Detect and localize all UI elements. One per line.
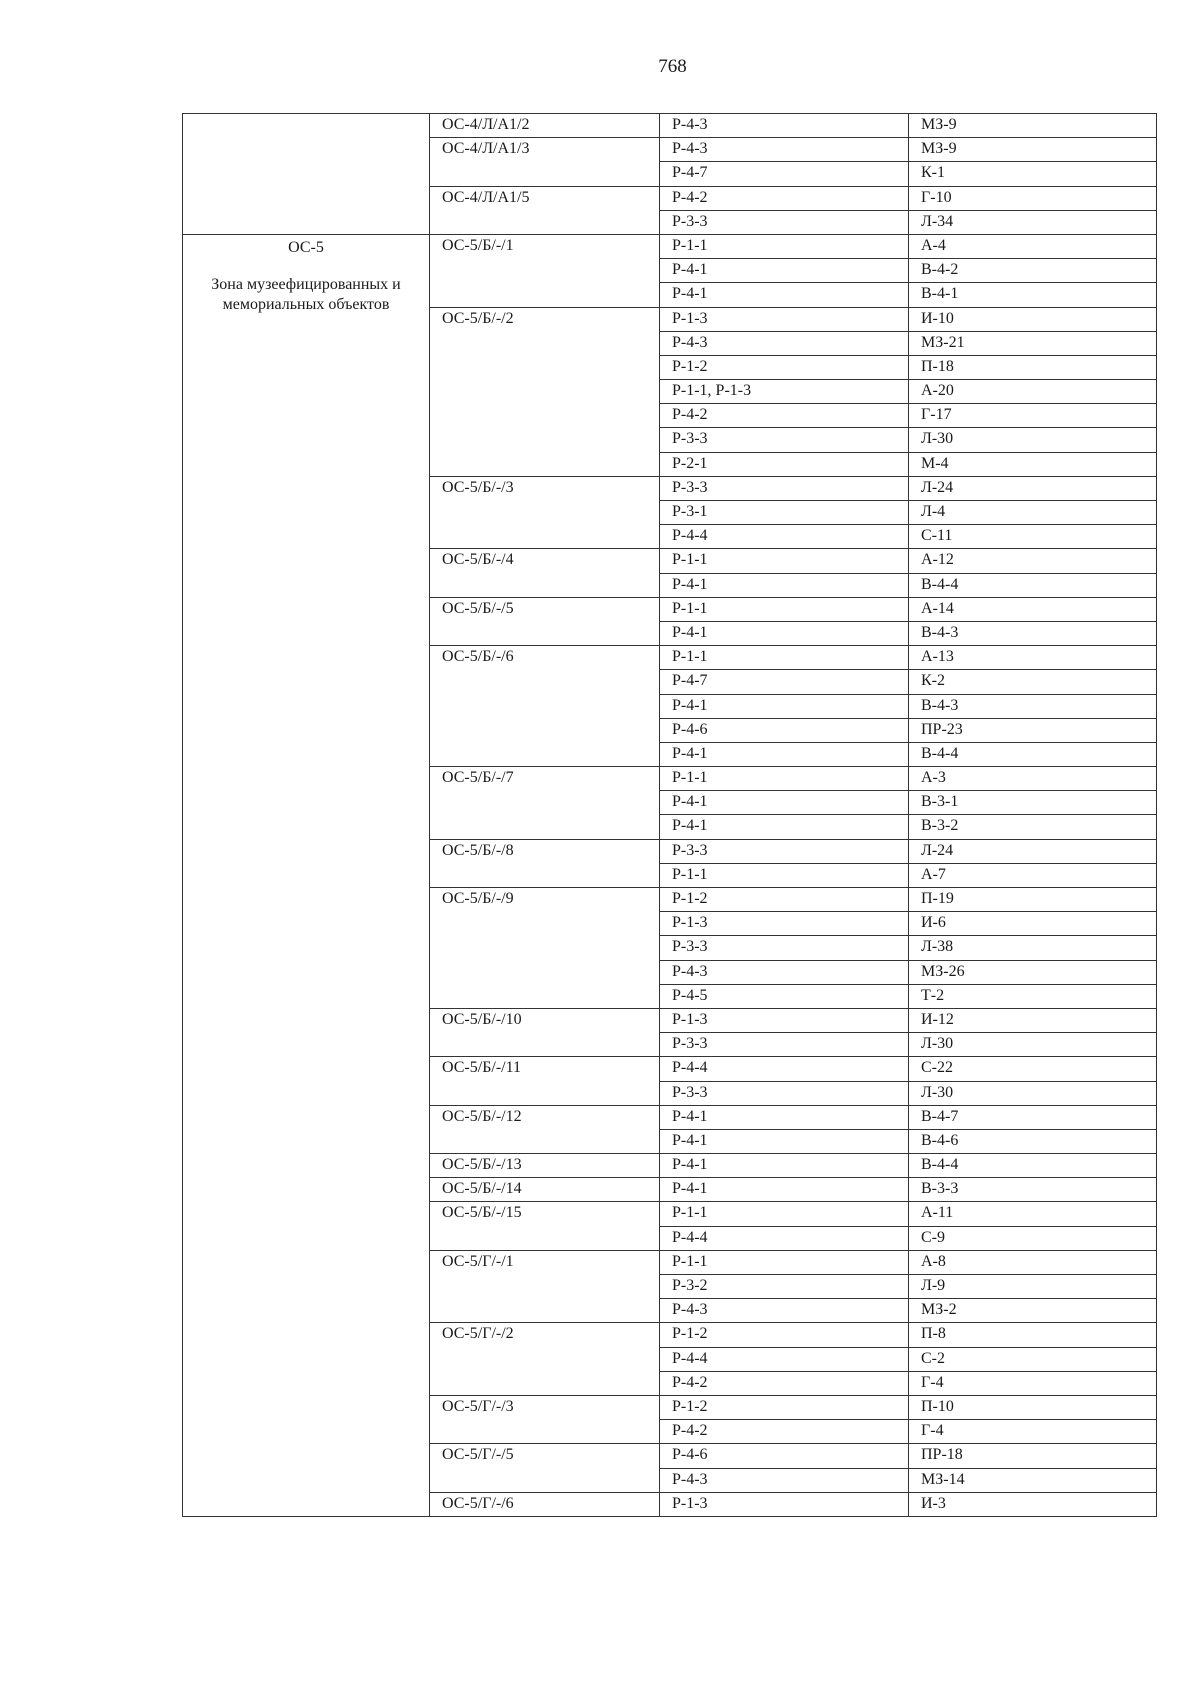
regulation-code-cell: Р-1-1: [660, 767, 909, 791]
regulation-code-cell: Р-3-1: [660, 501, 909, 525]
regulation-code-cell: Р-3-3: [660, 1081, 909, 1105]
regulation-code-cell: Р-4-1: [660, 621, 909, 645]
regulation-code-cell: Р-4-1: [660, 1178, 909, 1202]
subzone-code-cell: ОС-5/Б/-/2: [430, 307, 660, 476]
subzone-code-cell: ОС-5/Б/-/5: [430, 597, 660, 645]
zone-cell: [183, 234, 430, 1516]
regulation-code-cell: Р-1-2: [660, 355, 909, 379]
object-code-cell: В-4-4: [909, 742, 1157, 766]
subzone-code-cell: ОС-4/Л/А1/3: [430, 138, 660, 186]
regulation-code-cell: Р-4-1: [660, 694, 909, 718]
regulation-code-cell: Р-3-3: [660, 428, 909, 452]
object-code-cell: К-1: [909, 162, 1157, 186]
object-code-cell: И-10: [909, 307, 1157, 331]
object-code-cell: В-4-3: [909, 694, 1157, 718]
object-code-cell: А-4: [909, 234, 1157, 258]
object-code-cell: МЗ-9: [909, 114, 1157, 138]
object-code-cell: К-2: [909, 670, 1157, 694]
regulation-code-cell: Р-4-1: [660, 283, 909, 307]
object-code-cell: Л-24: [909, 476, 1157, 500]
regulation-code-cell: Р-3-3: [660, 936, 909, 960]
object-code-cell: В-3-1: [909, 791, 1157, 815]
object-code-cell: Г-4: [909, 1420, 1157, 1444]
subzone-code-cell: ОС-5/Б/-/9: [430, 888, 660, 1009]
object-code-cell: В-4-6: [909, 1129, 1157, 1153]
regulation-code-cell: Р-1-1: [660, 597, 909, 621]
regulation-code-cell: Р-1-1: [660, 1202, 909, 1226]
object-code-cell: М-4: [909, 452, 1157, 476]
regulation-code-cell: Р-1-1: [660, 863, 909, 887]
object-code-cell: В-4-2: [909, 259, 1157, 283]
object-code-cell: МЗ-2: [909, 1299, 1157, 1323]
object-code-cell: Л-4: [909, 501, 1157, 525]
regulation-code-cell: Р-4-1: [660, 259, 909, 283]
regulation-code-cell: Р-1-1: [660, 1250, 909, 1274]
subzone-code-cell: ОС-5/Б/-/6: [430, 646, 660, 767]
regulation-code-cell: Р-4-4: [660, 1226, 909, 1250]
table-row: [183, 234, 1157, 258]
object-code-cell: А-11: [909, 1202, 1157, 1226]
regulation-code-cell: Р-3-3: [660, 839, 909, 863]
regulation-code-cell: Р-1-3: [660, 912, 909, 936]
subzone-code-cell: ОС-4/Л/А1/2: [430, 114, 660, 138]
object-code-cell: Л-9: [909, 1275, 1157, 1299]
regulation-code-cell: Р-1-2: [660, 888, 909, 912]
object-code-cell: А-3: [909, 767, 1157, 791]
subzone-code-cell: ОС-5/Б/-/3: [430, 476, 660, 549]
object-code-cell: П-8: [909, 1323, 1157, 1347]
object-code-cell: А-20: [909, 380, 1157, 404]
regulation-code-cell: Р-4-3: [660, 331, 909, 355]
subzone-code-cell: ОС-5/Г/-/2: [430, 1323, 660, 1396]
subzone-code-cell: ОС-5/Б/-/10: [430, 1008, 660, 1056]
object-code-cell: ПР-23: [909, 718, 1157, 742]
object-code-cell: В-4-7: [909, 1105, 1157, 1129]
zone-title: Зона музеефицированных и мемориальных объектов: [211, 275, 401, 313]
object-code-cell: П-19: [909, 888, 1157, 912]
object-code-cell: В-3-2: [909, 815, 1157, 839]
object-code-cell: МЗ-14: [909, 1468, 1157, 1492]
regulation-code-cell: Р-1-1: [660, 549, 909, 573]
subzone-code-cell: ОС-5/Б/-/4: [430, 549, 660, 597]
regulation-code-cell: Р-4-5: [660, 984, 909, 1008]
object-code-cell: Л-30: [909, 1081, 1157, 1105]
page-number: 768: [658, 56, 687, 77]
regulation-code-cell: Р-4-6: [660, 1444, 909, 1468]
object-code-cell: В-4-4: [909, 1154, 1157, 1178]
object-code-cell: А-8: [909, 1250, 1157, 1274]
object-code-cell: В-4-4: [909, 573, 1157, 597]
object-code-cell: П-18: [909, 355, 1157, 379]
regulation-code-cell: Р-4-1: [660, 573, 909, 597]
object-code-cell: МЗ-26: [909, 960, 1157, 984]
object-code-cell: А-14: [909, 597, 1157, 621]
subzone-code-cell: ОС-4/Л/А1/5: [430, 186, 660, 234]
object-code-cell: И-12: [909, 1008, 1157, 1032]
object-code-cell: С-2: [909, 1347, 1157, 1371]
object-code-cell: А-12: [909, 549, 1157, 573]
regulation-code-cell: Р-1-2: [660, 1323, 909, 1347]
regulation-code-cell: Р-3-3: [660, 1033, 909, 1057]
zone-cell-previous: [183, 114, 430, 235]
regulation-code-cell: Р-4-1: [660, 1129, 909, 1153]
regulation-code-cell: Р-4-1: [660, 742, 909, 766]
table-row: [183, 114, 1157, 138]
regulation-code-cell: Р-4-3: [660, 114, 909, 138]
regulation-code-cell: Р-2-1: [660, 452, 909, 476]
regulation-code-cell: Р-4-3: [660, 1468, 909, 1492]
regulation-code-cell: Р-3-3: [660, 210, 909, 234]
object-code-cell: МЗ-21: [909, 331, 1157, 355]
object-code-cell: ПР-18: [909, 1444, 1157, 1468]
regulation-code-cell: Р-4-2: [660, 186, 909, 210]
subzone-code-cell: ОС-5/Б/-/14: [430, 1178, 660, 1202]
subzone-code-cell: ОС-5/Г/-/5: [430, 1444, 660, 1492]
object-code-cell: Л-34: [909, 210, 1157, 234]
subzone-code-cell: ОС-5/Г/-/6: [430, 1492, 660, 1516]
regulation-code-cell: Р-1-2: [660, 1395, 909, 1419]
subzone-code-cell: ОС-5/Б/-/8: [430, 839, 660, 887]
regulation-code-cell: Р-4-7: [660, 670, 909, 694]
regulation-code-cell: Р-4-1: [660, 791, 909, 815]
subzone-code-cell: ОС-5/Б/-/15: [430, 1202, 660, 1250]
subzone-code-cell: ОС-5/Г/-/3: [430, 1395, 660, 1443]
subzone-code-cell: ОС-5/Б/-/12: [430, 1105, 660, 1153]
regulation-code-cell: Р-4-1: [660, 1154, 909, 1178]
regulation-code-cell: Р-4-7: [660, 162, 909, 186]
object-code-cell: В-4-3: [909, 621, 1157, 645]
table-body: [183, 114, 1157, 1517]
regulation-code-cell: Р-4-3: [660, 960, 909, 984]
regulation-code-cell: Р-4-1: [660, 815, 909, 839]
object-code-cell: В-3-3: [909, 1178, 1157, 1202]
object-code-cell: С-11: [909, 525, 1157, 549]
regulation-code-cell: Р-1-3: [660, 1008, 909, 1032]
zoning-table: [182, 113, 1157, 1517]
subzone-code-cell: ОС-5/Б/-/1: [430, 234, 660, 307]
regulation-code-cell: Р-4-3: [660, 138, 909, 162]
object-code-cell: Г-10: [909, 186, 1157, 210]
regulation-code-cell: Р-4-1: [660, 1105, 909, 1129]
regulation-code-cell: Р-1-1, Р-1-3: [660, 380, 909, 404]
object-code-cell: А-13: [909, 646, 1157, 670]
regulation-code-cell: Р-4-4: [660, 1057, 909, 1081]
object-code-cell: И-6: [909, 912, 1157, 936]
regulation-code-cell: Р-3-3: [660, 476, 909, 500]
object-code-cell: С-9: [909, 1226, 1157, 1250]
object-code-cell: Л-30: [909, 1033, 1157, 1057]
object-code-cell: Л-38: [909, 936, 1157, 960]
regulation-code-cell: Р-4-3: [660, 1299, 909, 1323]
subzone-code-cell: ОС-5/Б/-/13: [430, 1154, 660, 1178]
object-code-cell: Г-17: [909, 404, 1157, 428]
object-code-cell: С-22: [909, 1057, 1157, 1081]
subzone-code-cell: ОС-5/Г/-/1: [430, 1250, 660, 1323]
regulation-code-cell: Р-1-3: [660, 1492, 909, 1516]
object-code-cell: А-7: [909, 863, 1157, 887]
regulation-code-cell: Р-1-1: [660, 234, 909, 258]
object-code-cell: В-4-1: [909, 283, 1157, 307]
object-code-cell: МЗ-9: [909, 138, 1157, 162]
object-code-cell: И-3: [909, 1492, 1157, 1516]
regulation-code-cell: Р-4-2: [660, 1420, 909, 1444]
regulation-code-cell: Р-4-2: [660, 1371, 909, 1395]
regulation-code-cell: Р-4-4: [660, 1347, 909, 1371]
regulation-code-cell: Р-4-6: [660, 718, 909, 742]
zone-code: ОС-5: [288, 238, 324, 256]
object-code-cell: Л-30: [909, 428, 1157, 452]
subzone-code-cell: ОС-5/Б/-/7: [430, 767, 660, 840]
object-code-cell: Г-4: [909, 1371, 1157, 1395]
object-code-cell: Т-2: [909, 984, 1157, 1008]
object-code-cell: П-10: [909, 1395, 1157, 1419]
object-code-cell: Л-24: [909, 839, 1157, 863]
subzone-code-cell: ОС-5/Б/-/11: [430, 1057, 660, 1105]
regulation-code-cell: Р-4-4: [660, 525, 909, 549]
regulation-code-cell: Р-1-1: [660, 646, 909, 670]
regulation-code-cell: Р-3-2: [660, 1275, 909, 1299]
regulation-code-cell: Р-1-3: [660, 307, 909, 331]
regulation-code-cell: Р-4-2: [660, 404, 909, 428]
